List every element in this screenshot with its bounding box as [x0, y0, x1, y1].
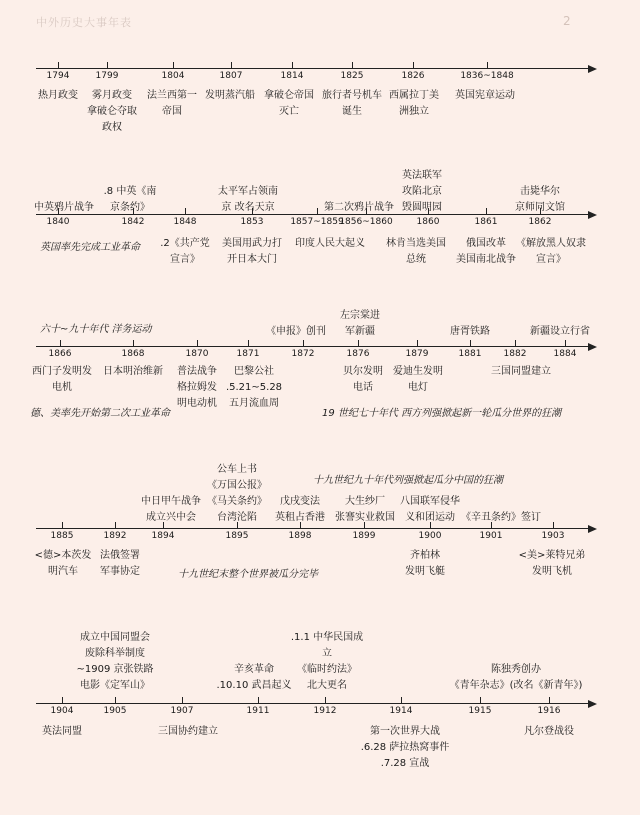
timeline-tick: [258, 697, 259, 703]
year-label: 1905: [103, 706, 127, 716]
year-label: 1892: [103, 531, 127, 541]
year-label: 1899: [352, 531, 376, 541]
event-label: 英法同盟: [42, 726, 82, 737]
timeline-arrowhead: [588, 343, 597, 351]
year-label: 1907: [170, 706, 194, 716]
timeline-tick: [115, 522, 116, 528]
event-label: 西属拉丁美 洲独立: [389, 90, 439, 117]
event-label: 美国用武力打 开日本大门: [222, 238, 282, 265]
year-label: 1876: [346, 349, 370, 359]
year-label: 1836~1848: [460, 71, 514, 81]
event-label: 左宗棠进 军新疆: [340, 310, 380, 337]
timeline-axis: [36, 346, 588, 347]
event-label: 成立中国同盟会 废除科举制度 ~1909 京张铁路 电影《定军山》: [76, 632, 154, 691]
timeline-tick: [60, 340, 61, 346]
timeline-tick: [553, 522, 554, 528]
event-label: 法俄签署 军事协定: [100, 550, 140, 577]
event-label: <德>本茨发 明汽车: [34, 550, 92, 577]
timeline-tick: [487, 62, 488, 68]
event-label: 西门子发明发 电机: [32, 366, 92, 393]
timeline-tick: [292, 62, 293, 68]
timeline-tick: [197, 340, 198, 346]
event-label: 《申报》创刊: [266, 326, 326, 337]
year-label: 1881: [458, 349, 482, 359]
year-label: 1853: [240, 217, 264, 227]
event-label: 林肯当选美国 总统: [386, 238, 446, 265]
page-header-title: 中外历史大事年表: [36, 16, 132, 29]
year-label: 1871: [236, 349, 260, 359]
year-label: 1900: [418, 531, 442, 541]
year-label: 1903: [541, 531, 565, 541]
timeline-tick: [417, 340, 418, 346]
event-label: 新疆设立行省: [530, 326, 590, 337]
year-label: 1804: [161, 71, 185, 81]
event-label: 发明蒸汽船: [205, 90, 255, 101]
timeline-arrowhead: [588, 525, 597, 533]
event-label: 《解放黑人奴隶 宣言》: [516, 238, 586, 265]
year-label: 1868: [121, 349, 145, 359]
event-label: 击毙华尔 京师同文馆: [515, 186, 565, 213]
period-annotation: 德、美率先开始第二次工业革命: [30, 408, 170, 419]
event-label: 旅行者号机车 诞生: [322, 90, 382, 117]
timeline-tick: [115, 697, 116, 703]
year-label: 1914: [389, 706, 413, 716]
timeline-tick: [62, 522, 63, 528]
event-label: 日本明治维新: [103, 366, 163, 377]
year-label: 1904: [50, 706, 74, 716]
timeline-axis: [36, 68, 588, 69]
event-label: 八国联军侵华 义和团运动: [400, 496, 460, 523]
event-label: 中日甲午战争 成立兴中会: [141, 496, 201, 523]
event-label: 戊戌变法 英租占香港: [275, 496, 325, 523]
period-annotation: 19 世纪七十年代 西方列强掀起新一轮瓜分世界的狂潮: [322, 408, 562, 419]
page-number: 2: [563, 14, 571, 28]
year-label: 1870: [185, 349, 209, 359]
year-label: 1898: [288, 531, 312, 541]
year-label: 1866: [48, 349, 72, 359]
year-label: 1916: [537, 706, 561, 716]
timeline-tick: [173, 62, 174, 68]
event-label: 拿破仑帝国 灭亡: [264, 90, 314, 117]
timeline-arrowhead: [588, 211, 597, 219]
timeline-tick: [303, 340, 304, 346]
year-label: 1857~1859: [290, 217, 344, 227]
event-label: 巴黎公社 .5.21~5.28 五月流血周: [225, 366, 283, 409]
timeline-tick: [325, 697, 326, 703]
year-label: 1848: [173, 217, 197, 227]
timeline-arrowhead: [588, 65, 597, 73]
timeline-tick: [515, 340, 516, 346]
period-annotation: 英国率先完成工业革命: [40, 242, 140, 253]
event-label: 雾月政变 拿破仑夺取 政权: [87, 90, 137, 133]
event-label: <美>莱特兄弟 发明飞机: [518, 550, 586, 577]
event-label: 三国同盟建立: [491, 366, 551, 377]
timeline-tick: [358, 340, 359, 346]
period-annotation: 十九世纪九十年代列强掀起瓜分中国的狂潮: [313, 475, 503, 486]
event-label: 陈独秀创办 《青年杂志》(改名《新青年》): [449, 664, 583, 691]
timeline-tick: [107, 62, 108, 68]
timeline-tick: [470, 340, 471, 346]
timeline-tick: [58, 62, 59, 68]
event-label: 英法联军 攻陷北京 毁圆明园: [402, 170, 442, 213]
year-label: 1911: [246, 706, 270, 716]
event-label: 英国宪章运动: [455, 90, 515, 101]
event-label: 第二次鸦片战争: [324, 202, 394, 213]
year-label: 1861: [474, 217, 498, 227]
year-label: 1825: [340, 71, 364, 81]
timeline-tick: [352, 62, 353, 68]
timeline-tick: [62, 697, 63, 703]
event-label: 俄国改革 美国南北战争: [456, 238, 516, 265]
year-label: 1895: [225, 531, 249, 541]
year-label: 1915: [468, 706, 492, 716]
event-label: 《辛丑条约》签订: [461, 512, 541, 523]
timeline-axis: [36, 528, 588, 529]
year-label: 1840: [46, 217, 70, 227]
event-label: 普法战争 格拉姆发 明电动机: [177, 366, 217, 409]
event-label: 辛亥革命 .10.10 武昌起义: [216, 664, 292, 691]
timeline-tick: [133, 340, 134, 346]
timeline-tick: [480, 697, 481, 703]
year-label: 1860: [416, 217, 440, 227]
timeline-tick: [549, 697, 550, 703]
timeline-tick: [565, 340, 566, 346]
year-label: 1879: [405, 349, 429, 359]
year-label: 1799: [95, 71, 119, 81]
year-label: 1912: [313, 706, 337, 716]
event-label: .1.1 中华民国成 立 《临时约法》 北大更名: [290, 632, 364, 691]
timeline-tick: [401, 697, 402, 703]
event-label: 三国协约建立: [158, 726, 218, 737]
event-label: 齐柏林 发明飞艇: [405, 550, 445, 577]
event-label: 贝尔发明 电话: [343, 366, 383, 393]
year-label: 1842: [121, 217, 145, 227]
timeline-tick: [231, 62, 232, 68]
timeline-tick: [413, 62, 414, 68]
year-label: 1894: [151, 531, 175, 541]
event-label: 大生纱厂 张謇实业救国: [335, 496, 395, 523]
event-label: 公车上书 《万国公报》 《马关条约》 台湾沦陷: [207, 464, 267, 523]
year-label: 1826: [401, 71, 425, 81]
timeline-tick: [248, 340, 249, 346]
event-label: 爱迪生发明 电灯: [393, 366, 443, 393]
timeline-tick: [486, 208, 487, 214]
event-label: 印度人民大起义: [295, 238, 365, 249]
event-label: 凡尔登战役: [524, 726, 574, 737]
event-label: .2《共产党 宣言》: [160, 238, 210, 265]
year-label: 1885: [50, 531, 74, 541]
year-label: 1872: [291, 349, 315, 359]
event-label: 第一次世界大战 .6.28 萨拉热窝事件 .7.28 宣战: [360, 726, 450, 769]
period-annotation: 六十~九十年代 洋务运动: [40, 324, 152, 335]
timeline-arrowhead: [588, 700, 597, 708]
year-label: 1901: [479, 531, 503, 541]
timeline-tick: [185, 208, 186, 214]
event-label: .8 中英《南 京条约》: [103, 186, 157, 213]
timeline-axis: [36, 703, 588, 704]
year-label: 1794: [46, 71, 70, 81]
year-label: 1807: [219, 71, 243, 81]
year-label: 1862: [528, 217, 552, 227]
event-label: 唐胥铁路: [450, 326, 490, 337]
year-label: 1856~1860: [339, 217, 393, 227]
timeline-tick: [182, 697, 183, 703]
event-label: 法兰西第一 帝国: [147, 90, 197, 117]
year-label: 1882: [503, 349, 527, 359]
event-label: 太平军占领南 京 改名天京: [218, 186, 278, 213]
timeline-tick: [317, 208, 318, 214]
year-label: 1884: [553, 349, 577, 359]
event-label: 热月政变: [38, 90, 78, 101]
year-label: 1814: [280, 71, 304, 81]
period-annotation: 十九世纪末整个世界被瓜分完毕: [178, 569, 318, 580]
event-label: 中英鸦片战争: [34, 202, 94, 213]
